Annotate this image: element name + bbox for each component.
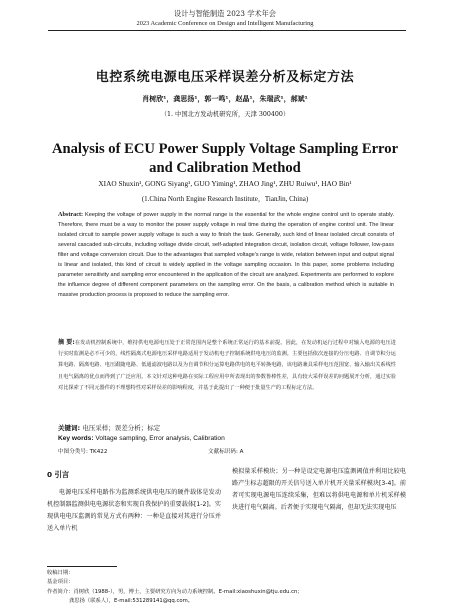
english-authors: XIAO Shuxin¹, GONG Siyang¹, GUO Yiming¹, ZHAO Jing¹, ZHU Ruiwu¹, HAO Bin¹ xyxy=(98,179,352,188)
chinese-keywords-text: 电压采样；误差分析；标定 xyxy=(82,424,161,432)
running-header-chinese: 设计与智能制造 2023 学术年会 xyxy=(174,9,276,18)
body-left-column: 电源电压采样电路作为监测系统供电电压的硬件载体是发动机控制器监测供电电源状态和实现自我保护的重要载体[1-2]。实现供电电压监测的常见方式有两种：一种是直接对其进行分压并送入单片机 xyxy=(47,489,221,532)
footnotes xyxy=(47,569,407,606)
chinese-abstract-text: 在发动机控制系统中，维持供电电源电压处于正常范围内是整个系统正常运行的基本前提。因此，在发动机运行过程中对输入电源的电压进行实时监测是必不可少的，线性隔离式电源电压采样电路适用于发动机电子控制系统供电电压的监测。主要包括依次连接的分压电路、自调节积分运算电路、隔离电路、电压跟随电路、低通滤波电路以及为自调节积分运算电路供电的电平转换电路，该电路兼具采样电压范围宽、输入输出关系线性且电气隔离的优点而得到了广泛应用。本文针对这种电路在实际工程应用中所表现出的参数鲁棒性差，具有较大采样误差的问题展开分析，通过实验对比探索了不同元器件的不理想特性对采样误差的影响程度，并基于此提出了一种便于批量生产的工程标定方法。 xyxy=(58,340,396,391)
header-divider xyxy=(48,30,406,31)
body-right-column: 模拟量采样模块；另一种是设定电源电压监测阈值并利用比较电路产生标志超限的开关信号送入单片机开关量采样模块[3-4]。前者可实现电源电压连续采集，但难以将供电电源和单片机采样模块进行电气隔离。后者便于实现电气隔离，但却无法实现电压 xyxy=(232,468,406,511)
english-abstract-text: Keeping the voltage of power supply in the normal range is the essential for the whole engine control unit to operate stably. Therefore, there must be a way to monitor the power supply voltage in real time during the operation of engine control unit. The linear isolated circuit to sample power supply voltage is such a way to finish the task. Generally, such kind of linear isolated circuit consists of several cascaded sub-circuits, including voltage divide circuit, self-adapted integration circuit, isolation circuit, voltage follower, low-pass filter and voltage conversion circuit. Due to the advantages that sampled voltage's range is wide, relation between input and output signal is linear and isolated, this kind of circuit is widely applied in the voltage sampling occasion. In this paper, some problems including parameter sensitivity and sampling error encountered in the application of the circuit are analyzed. Experiments are performed to explore the influence degree of different component parameters on the sampling error. On the basis, a calibration method which is suitable in massive production process is proposed to reduce the sampling error. xyxy=(58,212,394,299)
clc-number: 中图分类号: TK422 xyxy=(58,449,108,455)
english-title-line1: Analysis of ECU Power Supply Voltage Sampling Error xyxy=(51,141,399,157)
section-heading: 0 引言 xyxy=(47,470,70,479)
chinese-authors: 肖树欣¹，龚思扬¹，郭一鸣¹，赵晶¹，朱瑞武¹，郝斌¹ xyxy=(142,95,308,103)
footnote-contact: 龚思扬（联系人），E-mail:531289141@qq.com。 xyxy=(69,597,194,604)
footnote-received: 收稿日期： xyxy=(47,570,74,576)
english-abstract-label: Abstract: xyxy=(58,211,84,218)
classification-row xyxy=(58,447,398,455)
english-title-line2: and Calibration Method xyxy=(149,160,301,176)
chinese-abstract-label: 摘 要: xyxy=(58,339,75,346)
footnote-divider xyxy=(47,566,117,567)
english-keywords xyxy=(58,435,398,442)
document-code: 文献标识码: A xyxy=(208,449,244,455)
english-abstract xyxy=(58,210,394,300)
footnote-fund: 基金项目： xyxy=(47,579,74,586)
chinese-keywords-label: 关键词: xyxy=(58,424,81,432)
chinese-affiliation: （1. 中国北方发动机研究所，天津 300400） xyxy=(160,111,290,118)
chinese-abstract xyxy=(58,337,396,394)
chinese-title: 电控系统电源电压采样误差分析及标定方法 xyxy=(95,70,355,85)
running-header-english: 2023 Academic Conference on Design and Intelligent Manufacturing xyxy=(136,20,314,27)
english-affiliation: (1.China North Engine Research Institute，TianJin, China) xyxy=(141,195,309,203)
english-keywords-label: Key words: xyxy=(58,435,94,442)
footnote-author-bio: 作者简介：肖树欣（1988-），男，博士，主要研究方向为动力系统控制。E-mail:xiaoshuxin@tju.edu.cn； xyxy=(47,588,303,595)
chinese-keywords xyxy=(58,423,398,432)
english-keywords-text: Voltage sampling, Error analysis, Calibration xyxy=(95,435,225,442)
